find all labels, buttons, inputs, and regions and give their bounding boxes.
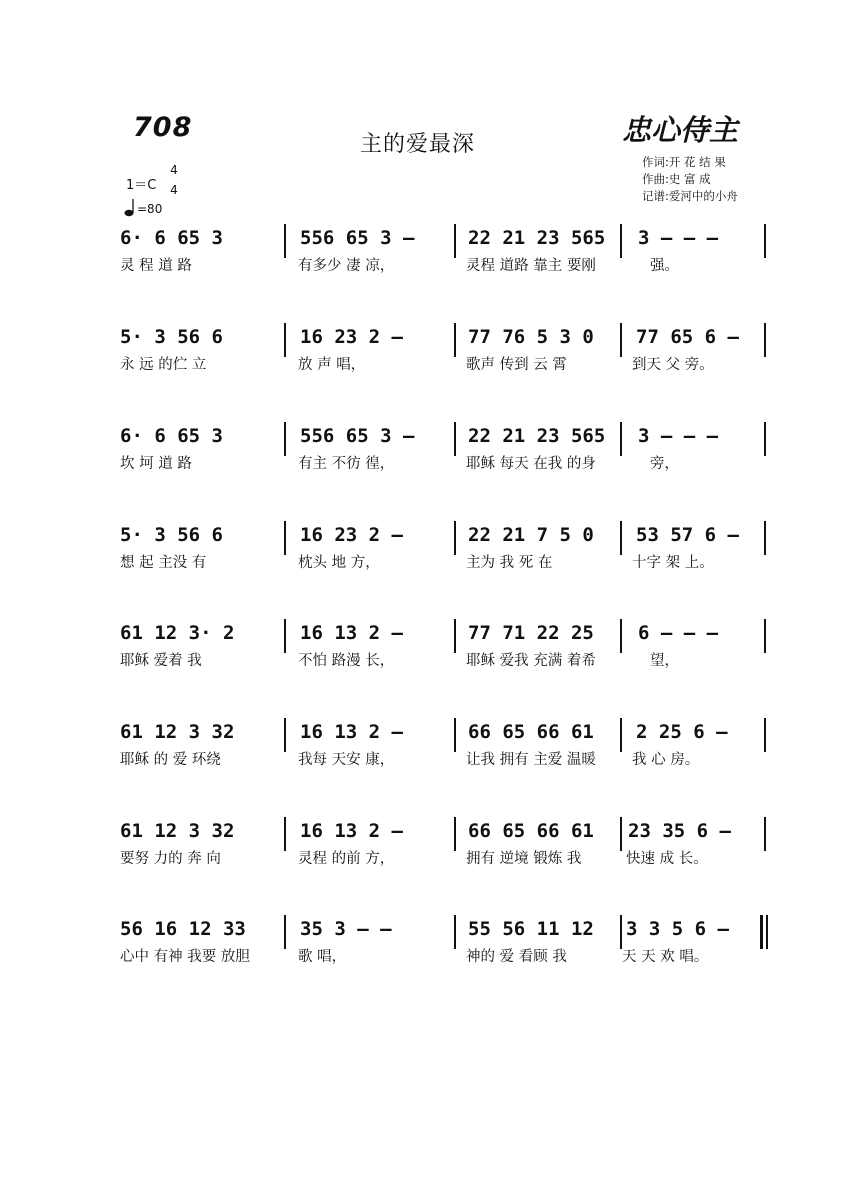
measure-notes: 56 16 12 33 (120, 918, 246, 940)
lyric-text: 耶稣 每天 在我 的身 (466, 456, 596, 472)
measure-notes: 3 3 5 6 – (626, 918, 729, 940)
measure-notes: 35 3 – – (300, 918, 392, 940)
song-number: 708 (133, 112, 193, 143)
barline (284, 619, 286, 653)
barline (454, 915, 456, 949)
barline (284, 422, 286, 456)
barline (454, 323, 456, 357)
measure-notes: 61 12 3 32 (120, 820, 235, 842)
lyric-text: 快速 成 长。 (626, 851, 708, 867)
barline (764, 323, 766, 357)
lyric-text: 要努 力的 奔 向 (120, 851, 221, 867)
barline (454, 718, 456, 752)
lyric-text: 强。 (650, 258, 679, 274)
measure-notes: 16 13 2 – (300, 820, 403, 842)
score-line-6 (0, 720, 853, 780)
lyric-text: 神的 爱 看顾 我 (466, 949, 567, 965)
lyric-text: 望， (650, 653, 679, 669)
measure-notes: 22 21 23 565 (468, 425, 606, 447)
measure-notes: 22 21 7 5 0 (468, 524, 594, 546)
barline (284, 817, 286, 851)
barline (284, 224, 286, 258)
lyric-text: 不怕 路漫 长， (298, 653, 395, 669)
time-signature-top: 4 (170, 163, 178, 177)
score-line-7 (0, 819, 853, 879)
final-barline (766, 915, 768, 949)
lyric-text: 耶稣 爱着 我 (120, 653, 202, 669)
lyric-text: 灵程 道路 靠主 要刚 (466, 258, 596, 274)
lyric-text: 耶稣 爱我 充满 着希 (466, 653, 596, 669)
score-line-5 (0, 621, 853, 681)
lyric-text: 让我 拥有 主爱 温暖 (466, 752, 596, 768)
quarter-note-icon (124, 198, 136, 218)
time-signature-bottom: 4 (170, 183, 178, 197)
lyric-text: 我每 天安 康， (298, 752, 395, 768)
measure-notes: 2 25 6 – (636, 721, 728, 743)
measure-notes: 77 65 6 – (636, 326, 739, 348)
measure-notes: 6 – – – (638, 622, 719, 644)
measure-notes: 61 12 3 32 (120, 721, 235, 743)
barline (620, 817, 622, 851)
measure-notes: 16 13 2 – (300, 721, 403, 743)
barline (764, 422, 766, 456)
lyric-text: 枕头 地 方， (298, 555, 380, 571)
measure-notes: 16 13 2 – (300, 622, 403, 644)
score-line-3 (0, 424, 853, 484)
motto: 忠心侍主 (622, 113, 739, 147)
composer-credit: 作曲:史 富 成 (642, 172, 711, 186)
lyric-text: 到天 父 旁。 (632, 357, 714, 373)
barline (764, 718, 766, 752)
measure-notes: 77 76 5 3 0 (468, 326, 594, 348)
barline (620, 915, 622, 949)
barline (284, 718, 286, 752)
lyric-text: 歌声 传到 云 霄 (466, 357, 567, 373)
score-line-2 (0, 325, 853, 385)
lyric-text: 永 远 的伫 立 (120, 357, 207, 373)
lyric-text: 旁， (650, 456, 679, 472)
measure-notes: 556 65 3 – (300, 227, 415, 249)
lyricist-credit: 作词:开 花 结 果 (642, 155, 726, 169)
barline (454, 521, 456, 555)
barline (454, 817, 456, 851)
lyric-text: 灵 程 道 路 (120, 258, 192, 274)
measure-notes: 3 – – – (638, 227, 719, 249)
score-line-4 (0, 523, 853, 583)
measure-notes: 16 23 2 – (300, 524, 403, 546)
barline (764, 619, 766, 653)
measure-notes: 66 65 66 61 (468, 721, 594, 743)
lyric-text: 坎 坷 道 路 (120, 456, 192, 472)
measure-notes: 55 56 11 12 (468, 918, 594, 940)
lyric-text: 歌 唱， (298, 949, 347, 965)
barline (454, 422, 456, 456)
lyric-text: 心中 有神 我要 放胆 (120, 949, 250, 965)
lyric-text: 有主 不彷 徨， (298, 456, 395, 472)
barline (284, 915, 286, 949)
lyric-text: 想 起 主没 有 (120, 555, 207, 571)
song-title: 主的爱最深 (360, 132, 476, 157)
measure-notes: 3 – – – (638, 425, 719, 447)
transcriber-credit: 记谱:爱河中的小舟 (642, 189, 738, 203)
measure-notes: 77 71 22 25 (468, 622, 594, 644)
lyric-text: 主为 我 死 在 (466, 555, 553, 571)
score-line-1 (0, 226, 853, 286)
key-signature: 1＝C (126, 178, 157, 193)
measure-notes: 53 57 6 – (636, 524, 739, 546)
lyric-text: 放 声 唱， (298, 357, 366, 373)
barline (284, 323, 286, 357)
measure-notes: 5· 3 56 6 (120, 326, 223, 348)
lyric-text: 灵程 的前 方， (298, 851, 395, 867)
measure-notes: 6· 6 65 3 (120, 425, 223, 447)
lyric-text: 天 天 欢 唱。 (622, 949, 709, 965)
barline (620, 521, 622, 555)
barline (764, 224, 766, 258)
barline (454, 224, 456, 258)
measure-notes: 61 12 3· 2 (120, 622, 235, 644)
measure-notes: 16 23 2 – (300, 326, 403, 348)
barline (620, 718, 622, 752)
score-line-8 (0, 917, 853, 977)
barline (620, 422, 622, 456)
measure-notes: 22 21 23 565 (468, 227, 606, 249)
barline (620, 619, 622, 653)
measure-notes: 556 65 3 – (300, 425, 415, 447)
tempo-marking: =80 (137, 202, 163, 216)
measure-notes: 66 65 66 61 (468, 820, 594, 842)
final-barline (760, 915, 763, 949)
barline (284, 521, 286, 555)
barline (764, 521, 766, 555)
lyric-text: 耶稣 的 爱 环绕 (120, 752, 221, 768)
measure-notes: 6· 6 65 3 (120, 227, 223, 249)
measure-notes: 5· 3 56 6 (120, 524, 223, 546)
barline (620, 323, 622, 357)
lyric-text: 十字 架 上。 (632, 555, 714, 571)
lyric-text: 我 心 房。 (632, 752, 700, 768)
measure-notes: 23 35 6 – (628, 820, 731, 842)
lyric-text: 拥有 逆境 锻炼 我 (466, 851, 582, 867)
barline (454, 619, 456, 653)
barline (764, 817, 766, 851)
lyric-text: 有多少 凄 凉， (298, 258, 395, 274)
barline (620, 224, 622, 258)
